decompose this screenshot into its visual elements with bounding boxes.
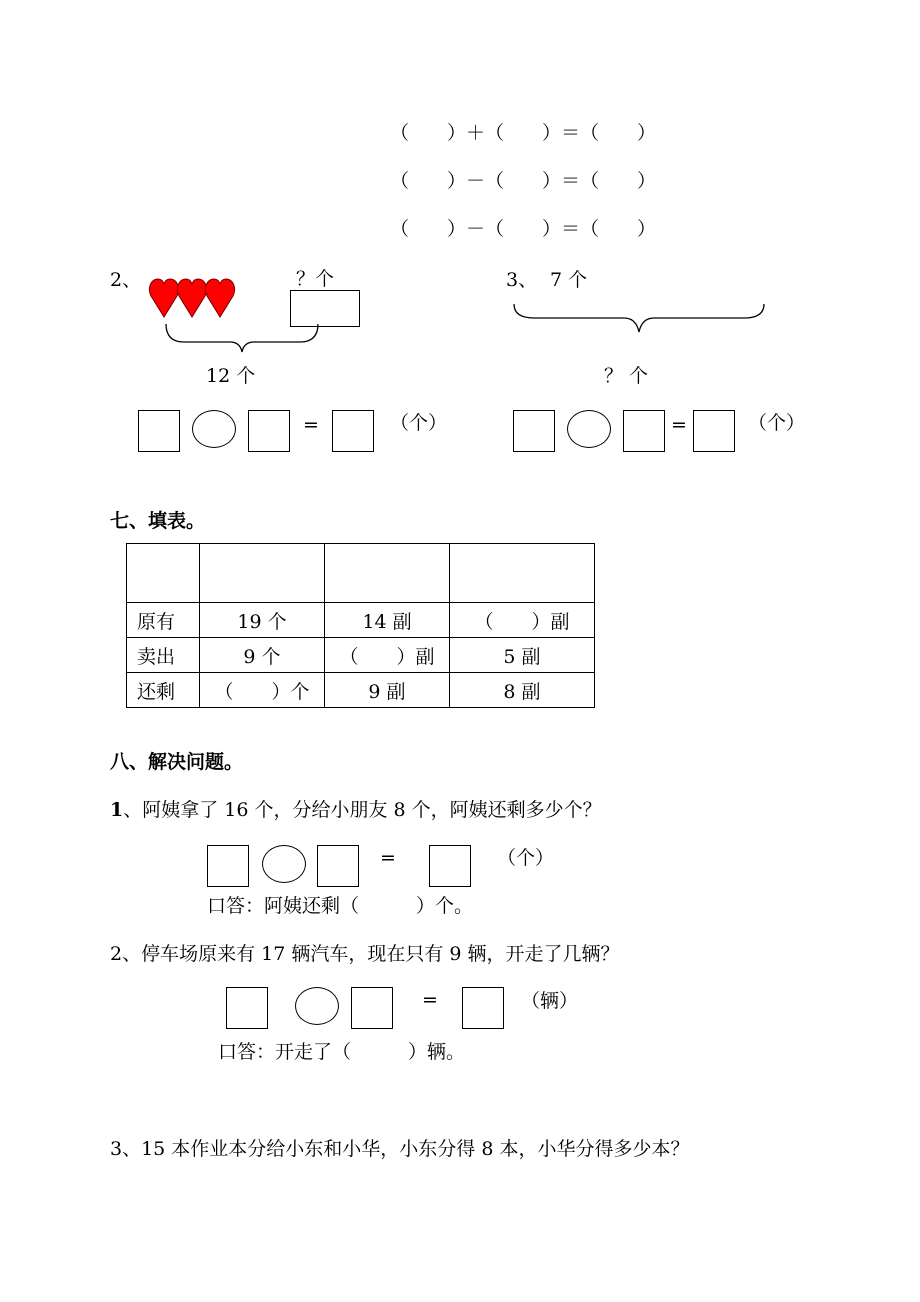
answer-box bbox=[513, 410, 555, 452]
brace-top-icon bbox=[512, 302, 766, 334]
table-cell: 原有 bbox=[127, 603, 200, 638]
table-cell bbox=[450, 544, 595, 603]
table-row bbox=[127, 603, 595, 638]
answer-box bbox=[226, 987, 268, 1029]
question-number: 1 bbox=[110, 799, 124, 821]
table-cell: 19 个 bbox=[200, 603, 325, 638]
fill-table bbox=[126, 543, 595, 708]
table-cell bbox=[325, 544, 450, 603]
answer-box bbox=[207, 845, 249, 887]
question-label: ？个 bbox=[296, 268, 335, 290]
table-row bbox=[127, 638, 595, 673]
answer-box bbox=[429, 845, 471, 887]
table-cell bbox=[200, 544, 325, 603]
table-cell: 8 副 bbox=[450, 673, 595, 708]
equals-sign: = bbox=[380, 847, 396, 869]
table-row bbox=[127, 673, 595, 708]
section-title: 八、解决问题。 bbox=[110, 751, 244, 773]
question-text: 3、15 本作业本分给小东和小华，小东分得 8 本，小华分得多少本？ bbox=[110, 1138, 690, 1160]
answer-box bbox=[138, 410, 180, 452]
table-cell: （ ）副 bbox=[450, 603, 595, 638]
table-cell bbox=[127, 544, 200, 603]
table-cell: 5 副 bbox=[450, 638, 595, 673]
equation-line: （ ）－（ ）＝（ ） bbox=[390, 170, 657, 192]
question-body: 、阿姨拿了 16 个，分给小朋友 8 个，阿姨还剩多少个？ bbox=[123, 799, 602, 821]
question-label: ？ 个 bbox=[604, 365, 649, 387]
answer-box bbox=[351, 987, 393, 1029]
operator-oval bbox=[192, 410, 236, 448]
operator-oval bbox=[262, 845, 306, 883]
table-cell: 9 个 bbox=[200, 638, 325, 673]
answer-box bbox=[332, 410, 374, 452]
brace-bottom-icon bbox=[164, 322, 320, 354]
operator-oval bbox=[567, 410, 611, 448]
unit-label: （个） bbox=[748, 412, 806, 434]
question-text bbox=[110, 798, 602, 822]
equation-line: （ ）＋（ ）＝（ ） bbox=[390, 122, 657, 144]
total-label: 12 个 bbox=[206, 365, 256, 387]
operator-oval bbox=[295, 987, 339, 1025]
unit-label: （辆） bbox=[521, 990, 579, 1012]
table-cell: 卖出 bbox=[127, 638, 200, 673]
total-label: 7 个 bbox=[550, 269, 588, 291]
answer-box bbox=[693, 410, 735, 452]
question-text: 2、停车场原来有 17 辆汽车，现在只有 9 辆，开走了几辆？ bbox=[110, 943, 620, 965]
table-cell: 9 副 bbox=[325, 673, 450, 708]
answer-box bbox=[248, 410, 290, 452]
heart-icon bbox=[150, 277, 238, 319]
answer-box bbox=[317, 845, 359, 887]
table-cell: 还剩 bbox=[127, 673, 200, 708]
oral-answer: 口答：阿姨还剩（ ）个。 bbox=[207, 895, 474, 917]
equals-sign: = bbox=[422, 989, 438, 1011]
oral-answer: 口答：开走了（ ）辆。 bbox=[218, 1041, 466, 1063]
table-cell: 14 副 bbox=[325, 603, 450, 638]
equation-line: （ ）－（ ）＝（ ） bbox=[390, 218, 657, 240]
unit-label: （个） bbox=[390, 412, 448, 434]
section-title: 七、填表。 bbox=[110, 510, 206, 532]
table-header-row bbox=[127, 544, 595, 603]
equals-sign: = bbox=[671, 414, 687, 436]
unit-label: （个） bbox=[497, 847, 555, 869]
problem-number: 2、 bbox=[110, 269, 142, 291]
equals-sign: = bbox=[303, 414, 319, 436]
problem-number: 3、 bbox=[506, 269, 538, 291]
table-cell: （ ）个 bbox=[200, 673, 325, 708]
answer-box bbox=[462, 987, 504, 1029]
answer-box bbox=[623, 410, 665, 452]
table-cell: （ ）副 bbox=[325, 638, 450, 673]
